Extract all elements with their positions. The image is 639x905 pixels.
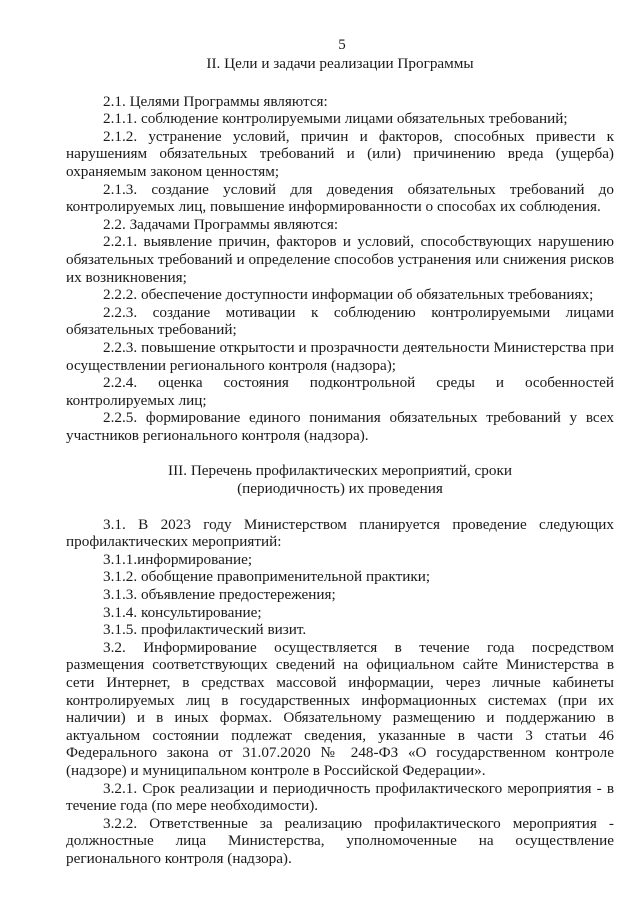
paragraph-3-1-1: 3.1.1.информирование; (103, 550, 253, 568)
paragraph-2-2-5: 2.2.5. формирование единого понимания обязательных требований у всех участников регионального контроля (надзора). (66, 409, 614, 444)
paragraph-2-2-1: 2.2.1. выявление причин, факторов и условий, способствующих нарушению обязательных требований и определение способов устранения или снижения рисков их возникновения; (66, 233, 614, 286)
paragraph-2-2-4: 2.2.4. оценка состояния подконтрольной среды и особенностей контролируемых лиц; (66, 374, 614, 409)
paragraph-2-2-3-b: 2.2.3. повышение открытости и прозрачности деятельности Министерства при осуществлении регионального контроля (надзора); (66, 338, 614, 374)
paragraph-2-2-3-a: 2.2.3. создание мотивации к соблюдению контролируемыми лицами обязательных требований; (66, 303, 614, 339)
paragraph-3-1-2: 3.1.2. обобщение правоприменительной практики; (103, 568, 431, 586)
section-2-title: II. Цели и задачи реализации Программы (206, 55, 474, 72)
page-content (66, 55, 614, 868)
section-3-title-line-1: III. Перечень профилактических мероприятий, сроки (168, 462, 512, 480)
paragraph-2-2: 2.2. Задачами Программы являются: (103, 215, 339, 233)
paragraph-2-1: 2.1. Целями Программы являются: (103, 92, 328, 110)
page-number: 5 (338, 37, 346, 53)
section-2-body (66, 93, 614, 445)
paragraph-3-1-3: 3.1.3. объявление предостережения; (103, 586, 336, 604)
paragraph-3-1: 3.1. В 2023 году Министерством планируется проведение следующих профилактических мероприятий: (66, 515, 614, 551)
paragraph-3-2: 3.2. Информирование осуществляется в течение года посредством размещения соответствующих сведений на официальном сайте Министерства в сети Интернет, в средствах массовой информации, через личные кабинеты контролируемых лиц в государственных информационных системах (при их наличии) и в иных формах. Обязательному размещению и поддержанию в актуальном состоянии подлежат сведения, указанные в части 3 статьи 46 Федерального закона от 31.07.2020 № 248-ФЗ «О государственном контроле (надзоре) и муниципальном контроле в Российской Федерации». (66, 638, 614, 779)
paragraph-3-1-5: 3.1.5. профилактический визит. (103, 621, 307, 639)
section-3-title (66, 462, 614, 497)
paragraph-2-1-3: 2.1.3. создание условий для доведения обязательных требований до контролируемых лиц, повышение информированности о способах их соблюдения. (66, 180, 614, 216)
paragraph-3-1-4: 3.1.4. консультирование; (103, 603, 262, 621)
section-3-body (66, 516, 614, 868)
paragraph-2-2-2: 2.2.2. обеспечение доступности информации об обязательных требованиях; (103, 286, 594, 304)
paragraph-3-2-2: 3.2.2. Ответственные за реализацию профилактического мероприятия - должностные лица Министерства, уполномоченные на осуществление регионального контроля (надзора). (66, 814, 614, 867)
paragraph-2-1-2: 2.1.2. устранение условий, причин и факторов, способных привести к нарушениям обязательных требований и (или) причинению вреда (ущерба) охраняемым законом ценностям; (66, 127, 614, 180)
paragraph-3-2-1: 3.2.1. Срок реализации и периодичность профилактического мероприятия - в течение года (по мере необходимости). (66, 779, 614, 815)
section-3-title-line-2: (периодичность) их проведения (237, 480, 443, 498)
paragraph-2-1-1: 2.1.1. соблюдение контролируемыми лицами обязательных требований; (103, 110, 568, 128)
